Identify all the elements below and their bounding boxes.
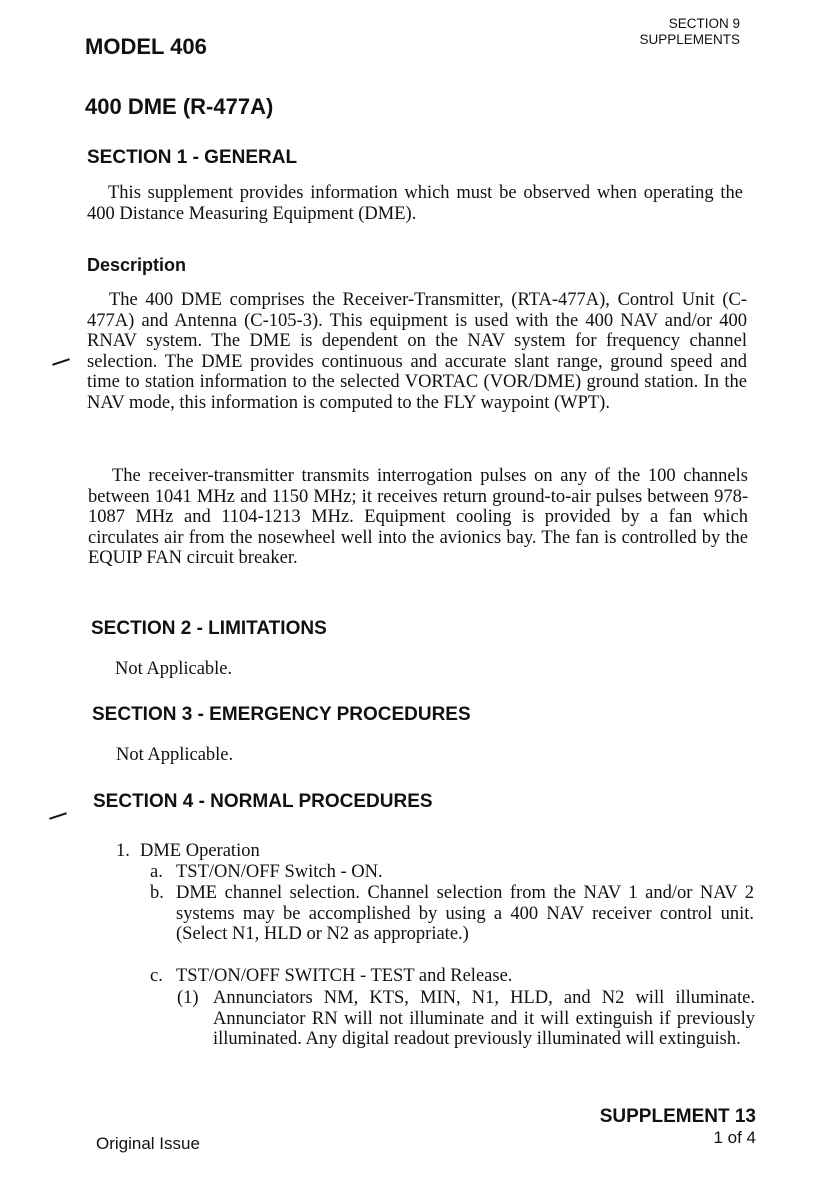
description-paragraph-2: The receiver-transmitter transmits interrogation pulses on any of the 100 channels between 1041 MHz and 1150 MHz; it receives return ground-to-air pulses between 978-1087 MHz and 1104-1213 MHz. Equipment cooling is provided by a fan which circulates air from the nosewheel well into the avionics bay. The fan is controlled by the EQUIP FAN circuit breaker. bbox=[88, 466, 748, 568]
list-item-number: 1. bbox=[116, 841, 130, 861]
revision-bar-marker bbox=[52, 358, 70, 365]
section-header bbox=[639, 16, 740, 48]
list-item-text: TST/ON/OFF SWITCH - TEST and Release. bbox=[176, 966, 513, 986]
description-heading: Description bbox=[87, 255, 187, 275]
issue-label: Original Issue bbox=[96, 1134, 200, 1153]
section4-heading: SECTION 4 - NORMAL PROCEDURES bbox=[93, 791, 433, 812]
section3-body: Not Applicable. bbox=[116, 745, 234, 765]
model-title: MODEL 406 bbox=[85, 34, 207, 59]
supplements-label: SUPPLEMENTS bbox=[639, 32, 740, 47]
document-title: 400 DME (R-477A) bbox=[85, 94, 274, 119]
list-item-text: TST/ON/OFF Switch - ON. bbox=[176, 862, 383, 882]
list-item-text: DME Operation bbox=[140, 841, 260, 861]
description-paragraph-1: The 400 DME comprises the Receiver-Transmitter, (RTA-477A), Control Unit (C-477A) and Antenna (C-105-3). This equipment is used with the 400 NAV and/or 400 RNAV system. The DME is dependent on the NAV system for frequency channel selection. The DME provides continuous and accurate slant range, ground speed and time to station information to the selected VORTAC (VOR/DME) ground station. In the NAV mode, this information is computed to the FLY waypoint (WPT). bbox=[87, 290, 747, 413]
section1-heading: SECTION 1 - GENERAL bbox=[87, 147, 298, 168]
list-item-text: Annunciators NM, KTS, MIN, N1, HLD, and N2 will illuminate. Annunciator RN will not illuminate and it will extinguish if previously illuminated. Any digital readout previously illuminated will extinguish. bbox=[213, 988, 755, 1049]
section3-heading: SECTION 3 - EMERGENCY PROCEDURES bbox=[92, 704, 471, 725]
list-item-subnumber: (1) bbox=[177, 988, 199, 1008]
section1-intro: This supplement provides information which must be observed when operating the 400 Distance Measuring Equipment (DME). bbox=[87, 183, 743, 224]
page-number: 1 of 4 bbox=[713, 1128, 756, 1147]
revision-bar-marker bbox=[49, 812, 67, 819]
list-item-letter: b. bbox=[150, 883, 164, 903]
supplement-number: SUPPLEMENT 13 bbox=[599, 1106, 756, 1127]
section2-heading: SECTION 2 - LIMITATIONS bbox=[91, 618, 327, 639]
list-item-letter: c. bbox=[150, 966, 163, 986]
section2-body: Not Applicable. bbox=[115, 659, 233, 679]
list-item-text: DME channel selection. Channel selection from the NAV 1 and/or NAV 2 systems may be accomplished by using a 400 NAV receiver control unit. (Select N1, HLD or N2 as appropriate.) bbox=[176, 883, 754, 944]
section-number: SECTION 9 bbox=[668, 16, 740, 31]
list-item-letter: a. bbox=[150, 862, 163, 882]
